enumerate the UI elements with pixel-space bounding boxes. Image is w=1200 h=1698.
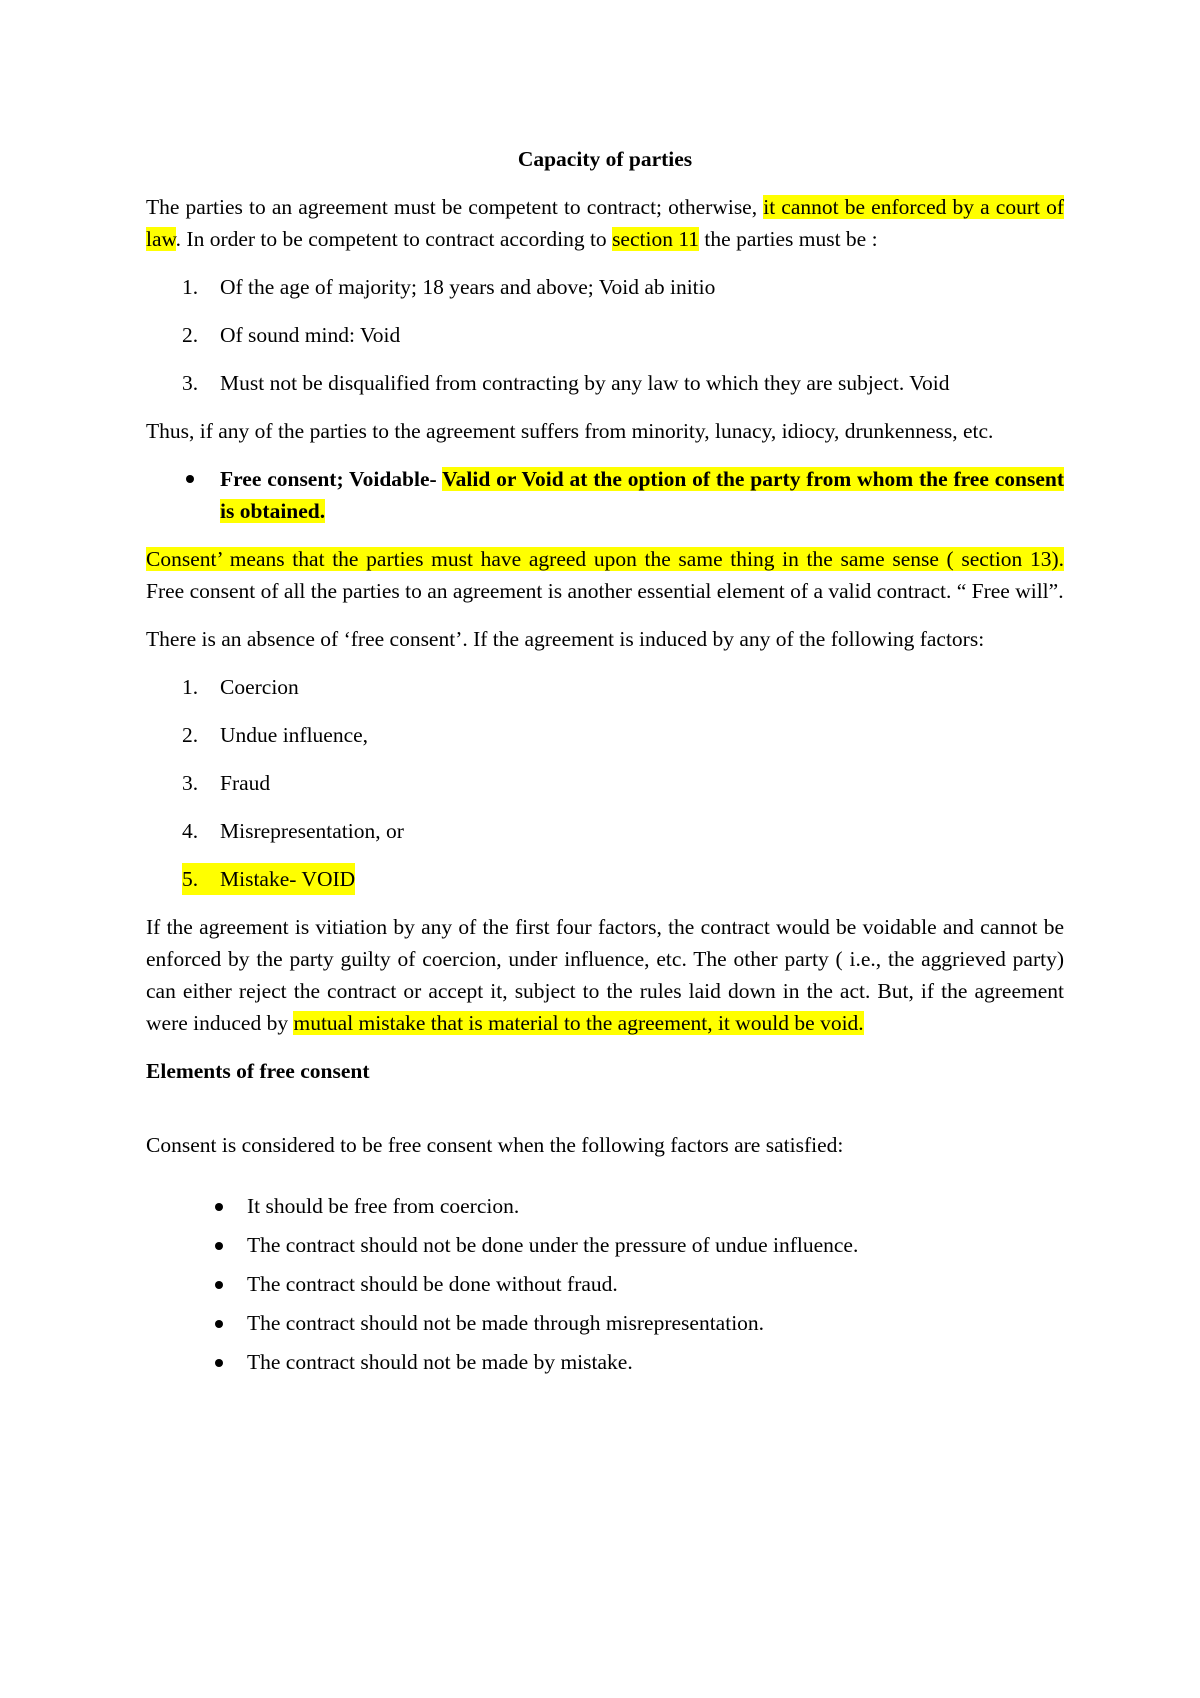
list-number: 2.	[182, 723, 199, 747]
list-number: 4.	[182, 819, 199, 843]
text-run: . In order to be competent to contract according to	[175, 227, 613, 251]
list-number: 3.	[182, 371, 199, 395]
list-item	[214, 1230, 1064, 1261]
text-run: The parties to an agreement must be competent to contract; otherwise,	[146, 195, 764, 219]
highlighted-list-entry	[182, 863, 355, 895]
list-item	[214, 1347, 1064, 1378]
list-item	[214, 1269, 1064, 1300]
section-heading: Elements of free consent	[146, 1059, 370, 1083]
list-text: Of the age of majority; 18 years and above; Void ab initio	[220, 275, 716, 299]
highlighted-text: section 11	[612, 227, 700, 251]
list-item	[214, 1308, 1064, 1339]
document-body	[146, 143, 1064, 1386]
list-number: 1.	[182, 275, 199, 299]
text-run: the parties must be :	[699, 227, 878, 251]
list-text: Must not be disqualified from contracting by any law to which they are subject. Void	[220, 371, 950, 395]
list-text: Fraud	[220, 771, 271, 795]
bullet-icon	[214, 1308, 247, 1339]
paragraph-consent-definition	[146, 543, 1064, 607]
bullet-text: The contract should not be made by mistake.	[247, 1350, 633, 1374]
list-number: 3.	[182, 771, 199, 795]
list-item	[182, 671, 1064, 703]
text-run: Free consent; Voidable-	[220, 467, 443, 491]
list-text: Misrepresentation, or	[220, 819, 404, 843]
list-item	[182, 319, 1064, 351]
list-item	[182, 719, 1064, 751]
highlighted-text: mutual mistake that is material to the agreement, it would be void.	[293, 1011, 864, 1035]
highlighted-text: Consent’ means that the parties must have agreed upon the same thing in the same sense ( section 13).	[146, 547, 1064, 571]
bullet-text	[220, 463, 1064, 527]
paragraph-competence	[146, 191, 1064, 255]
list-text: Coercion	[220, 675, 299, 699]
list-text: Of sound mind: Void	[220, 323, 401, 347]
highlighted-text: it cannot be enforced by a court of law	[146, 195, 1065, 251]
list-text: Mistake- VOID	[220, 867, 356, 891]
page-title: Capacity of parties	[517, 147, 693, 171]
list-number: 2.	[182, 323, 199, 347]
bullet-icon	[214, 1191, 247, 1222]
paragraph-incapacity: Thus, if any of the parties to the agreement suffers from minority, lunacy, idiocy, drunkenness, etc.	[146, 419, 994, 443]
list-item	[182, 367, 1064, 399]
bullet-icon	[214, 1230, 247, 1261]
list-number: 1.	[182, 675, 199, 699]
bullet-text: The contract should be done without fraud.	[247, 1272, 618, 1296]
list-text: Undue influence,	[220, 723, 369, 747]
list-item	[182, 767, 1064, 799]
list-item-highlighted	[182, 863, 1064, 895]
paragraph-vitiation	[146, 911, 1064, 1039]
list-item	[182, 271, 1064, 303]
bullet-text: The contract should not be made through misrepresentation.	[247, 1311, 765, 1335]
list-number: 5.	[182, 867, 199, 891]
bullet-icon	[214, 1347, 247, 1378]
bullet-icon	[182, 463, 220, 527]
text-run: Free consent of all the parties to an agreement is another essential element of a valid contract. “ Free will”.	[146, 579, 1064, 603]
bullet-text: The contract should not be done under the pressure of undue influence.	[247, 1233, 859, 1257]
text-run: If the agreement is vitiation by any of the first four factors, the contract would be voidable and cannot be enforced by the party guilty of coercion, under influence, etc. The other party ( i.e., the aggrieved party) can either reject the contract or accept it, subject to the rules laid down in the act. But, if the agreement were induced by	[146, 915, 1064, 1035]
bullet-item-free-consent	[182, 463, 1064, 527]
bullet-icon	[214, 1269, 247, 1300]
paragraph-elements-intro: Consent is considered to be free consent when the following factors are satisfied:	[146, 1133, 844, 1157]
list-item	[182, 815, 1064, 847]
paragraph-absence: There is an absence of ‘free consent’. If the agreement is induced by any of the following factors:	[146, 627, 985, 651]
highlighted-text: Valid or Void at the option of the party from whom the free consent is obtained.	[220, 467, 1064, 523]
list-item	[214, 1191, 1064, 1222]
bullet-text: It should be free from coercion.	[247, 1194, 520, 1218]
